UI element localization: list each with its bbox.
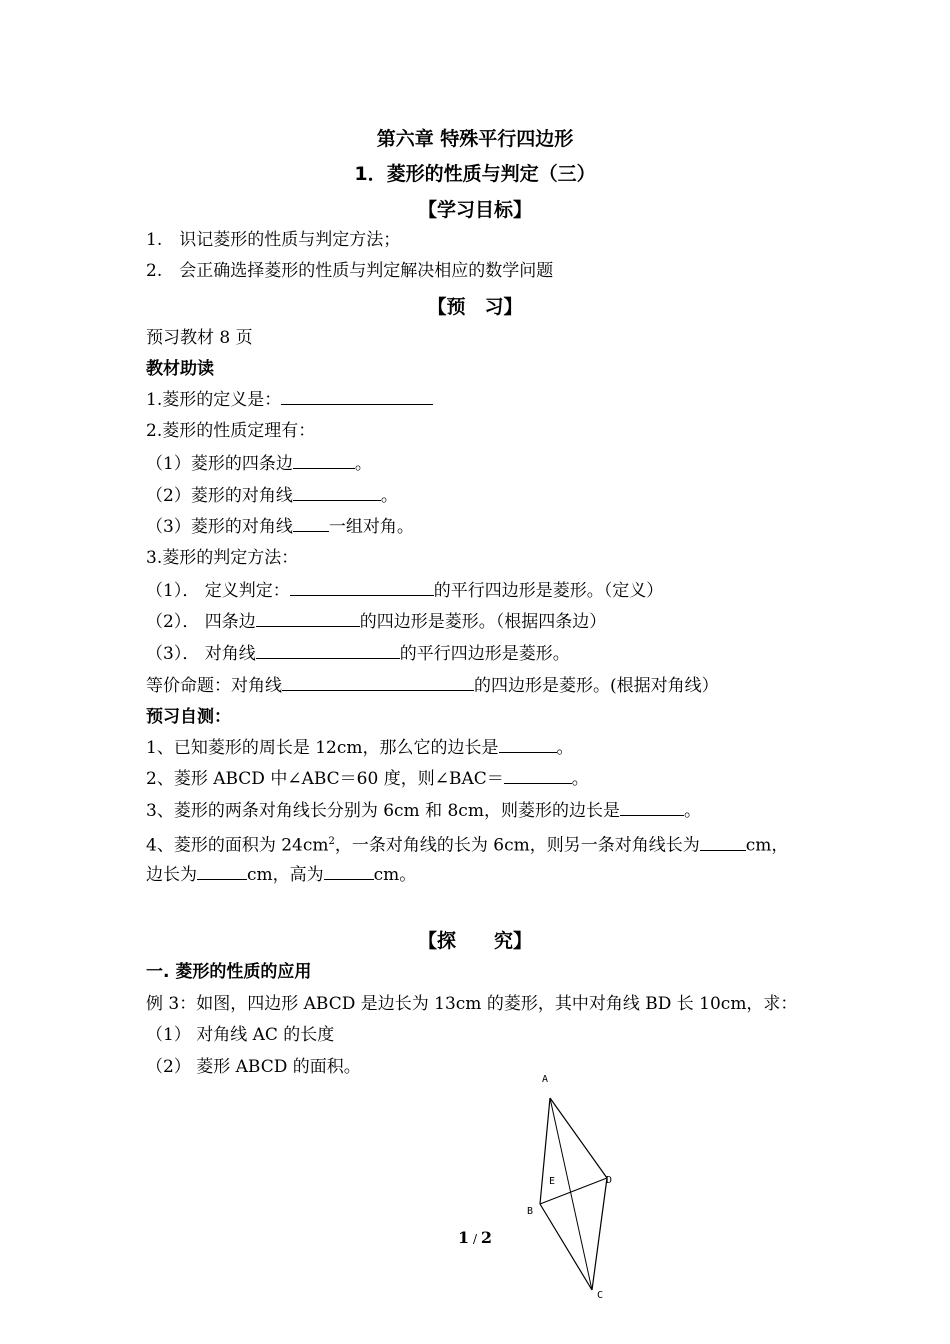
question-criteria-label: 3.菱形的判定方法： [146,548,299,568]
objective-item: 1. 识记菱形的性质与判定方法； [146,230,401,250]
property-item: （3）菱形的对角线 一组对角。 [146,517,414,537]
criteria-item: （1）． 定义判定： 的平行四边形是菱形。（定义） [146,581,664,601]
selftest-item: 2、菱形 ABCD 中∠ABC＝60 度，则∠BAC＝ 。 [146,769,589,789]
guide-heading: 教材助读 [146,359,214,379]
question-definition [146,388,433,411]
criteria-item: （2）． 四条边 的四边形是菱形。（根据四条边） [146,612,607,632]
answer-blank[interactable] [293,452,355,469]
selftest-heading: 预习自测： [146,707,231,727]
example-text: 例 3：如图，四边形 ABCD 是边长为 13cm 的菱形，其中对角线 BD 长 10cm，求： [146,994,798,1014]
textbook-note: 预习教材 8 页 [146,328,253,348]
page-number: 1 / 2 [458,1228,492,1247]
vertex-label-a: A [542,1074,549,1085]
selftest-item: 3、菱形的两条对角线长分别为 6cm 和 8cm，则菱形的边长是 。 [146,801,701,821]
answer-blank[interactable] [281,388,433,405]
answer-blank[interactable] [293,484,381,501]
property-item: （1）菱形的四条边 。 [146,454,372,474]
preview-heading: 【预 习】 [427,296,523,318]
answer-blank[interactable] [324,863,374,880]
explore-heading: 【探 究】 [417,930,532,952]
side-ba [540,1098,550,1204]
example-item: （1） 对角线 AC 的长度 [146,1025,335,1045]
question-label: 1.菱形的定义是： [146,390,282,410]
answer-blank[interactable] [282,674,474,691]
vertex-label-b: B [527,1206,534,1217]
vertex-label-d: D [606,1175,613,1186]
answer-blank[interactable] [197,863,247,880]
point-label-e: E [549,1176,556,1187]
chapter-title: 第六章 特殊平行四边形 [376,128,574,150]
answer-blank[interactable] [499,736,557,753]
rhombus-figure [520,1068,630,1308]
side-cb [540,1204,592,1290]
example-item: （2） 菱形 ABCD 的面积。 [146,1057,361,1077]
answer-blank[interactable] [290,579,434,596]
answer-blank[interactable] [256,642,400,659]
question-properties-label: 2.菱形的性质定理有： [146,421,316,441]
property-item: （2）菱形的对角线 。 [146,486,398,506]
answer-blank[interactable] [293,515,329,532]
equivalent-statement: 等价命题：对角线 的四边形是菱形。(根据对角线） [146,676,719,696]
selftest-item: 4、菱形的面积为 $24cm^2$，一条对角线的长为 6cm，则另一条对角线长为 cm， [146,835,789,856]
answer-blank[interactable] [620,799,684,816]
section-heading: 一. 菱形的性质的应用 [146,962,312,982]
selftest-item: 1、已知菱形的周长是 12cm，那么它的边长是 。 [146,738,574,758]
objective-item: 2. 会正确选择菱形的性质与判定解决相应的数学问题 [146,261,554,281]
answer-blank[interactable] [256,610,360,627]
objectives-heading: 【学习目标】 [417,199,532,221]
criteria-item: （3）． 对角线 的平行四边形是菱形。 [146,644,570,664]
answer-blank[interactable] [700,834,746,851]
lesson-title: 1．菱形的性质与判定（三） [354,163,596,185]
answer-blank[interactable] [504,767,572,784]
vertex-label-c: C [597,1290,604,1301]
selftest-item-continued: 边长为 cm，高为 cm。 [146,865,417,885]
